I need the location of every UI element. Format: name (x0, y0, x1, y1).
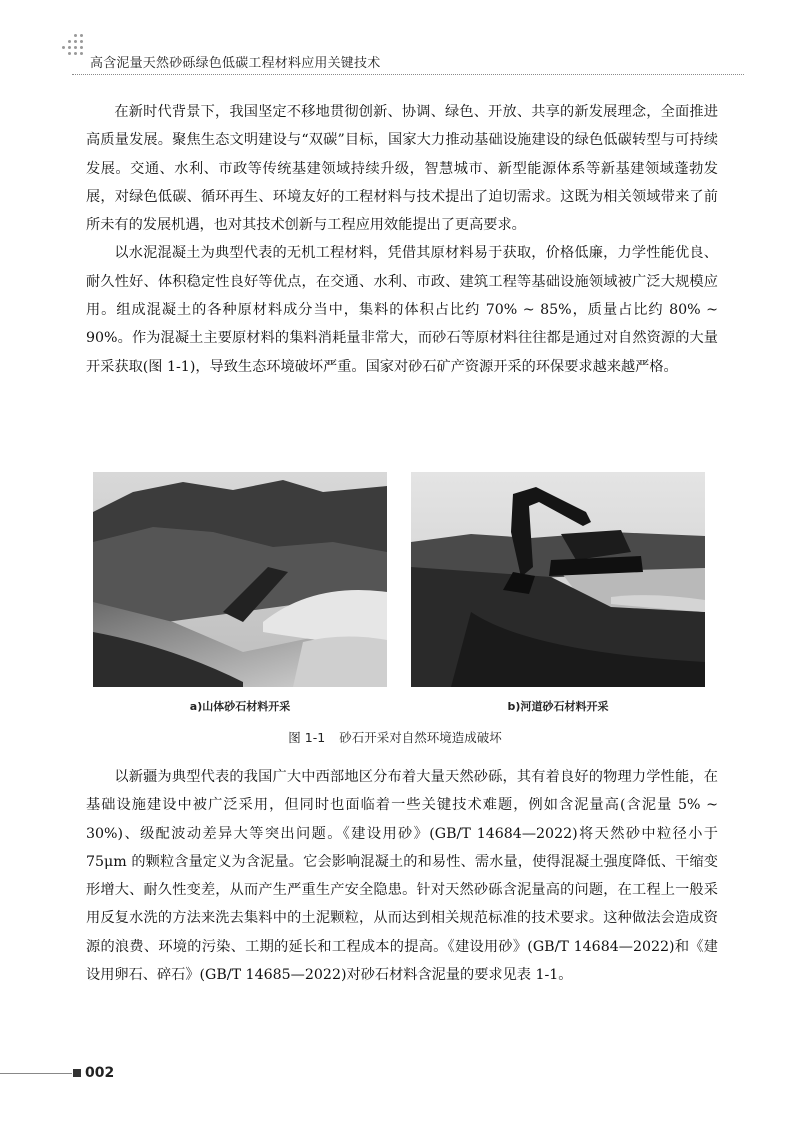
page-number: 002 (85, 1065, 115, 1081)
figure-caption (0, 728, 790, 746)
paragraph: 在新时代背景下，我国坚定不移地贯彻创新、协调、绿色、开放、共享的新发展理念，全面推进高质量发展。聚焦生态文明建设与“双碳”目标，国家大力推动基础设施建设的绿色低碳转型与可持续发展。交通、水利、市政等传统基建领域持续升级，智慧城市、新型能源体系等新基建领域蓬勃发展，对绿色低碳、循环再生、环境友好的工程材料与技术提出了迫切需求。这既为相关领域带来了前所未有的发展机遇，也对其技术创新与工程应用效能提出了更高要求。 (86, 104, 718, 234)
paragraph: 以水泥混凝土为典型代表的无机工程材料，凭借其原材料易于获取，价格低廉，力学性能优良、耐久性好、体积稳定性良好等优点，在交通、水利、市政、建筑工程等基础设施领域被广泛大规模应用。组成混凝土的各种原材料成分当中，集料的体积占比约 70% ~ 85%，质量占比约 80% ~ 90%。作为混凝土主要原材料的集料消耗量非常大，而砂石等原材料往往都是通过对自然资源的大量开采获取(图 1-1)，导致生态环境破坏严重。国家对砂石矿产资源开采的环保要求越来越严格。 (86, 245, 718, 375)
body-text-top (86, 98, 718, 381)
footer-square-ornament (73, 1069, 81, 1077)
running-header (62, 34, 742, 74)
body-text-bottom (86, 763, 718, 989)
photo-river-excavator (411, 472, 705, 687)
running-title: 高含泥量天然砂砾绿色低碳工程材料应用关键技术 (90, 56, 381, 71)
paragraph: 以新疆为典型代表的我国广大中西部地区分布着大量天然砂砾，其有着良好的物理力学性能，在基础设施建设中被广泛采用，但同时也面临着一些关键技术难题，例如含泥量高(含泥量 5% ~ 30%)、级配波动差异大等突出问题。《建设用砂》(GB/T 14684—2022)将天然砂中粒径小于 75μm 的颗粒含量定义为含泥量。它会影响混凝土的和易性、需水量，使得混凝土强度降低、干缩变形增大、耐久性变差，从而产生严重生产安全隐患。针对天然砂砾含泥量高的问题，在工程上一般采用反复水洗的方法来洗去集料中的土泥颗粒，从而达到相关规范标准的技术要求。这种做法会造成资源的浪费、环境的污染、工期的延长和工程成本的提高。《建设用砂》(GB/T 14684—2022)和《建设用卵石、碎石》(GB/T 14685—2022)对砂石材料含泥量的要求见表 1-1。 (86, 769, 718, 984)
figure-number: 图 1-1 (288, 730, 326, 745)
figure-1-1 (93, 472, 705, 692)
header-rule (72, 74, 744, 75)
subfigure-caption-a: a)山体砂石材料开采 (189, 700, 291, 713)
footer-rule (0, 1073, 72, 1074)
header-dots-ornament (62, 34, 86, 60)
photo-mountain-quarry (93, 472, 387, 687)
figure-caption-text: 砂石开采对自然环境造成破坏 (339, 730, 502, 745)
page-footer (0, 1060, 200, 1090)
subfigure-caption-b: b)河道砂石材料开采 (507, 700, 609, 713)
